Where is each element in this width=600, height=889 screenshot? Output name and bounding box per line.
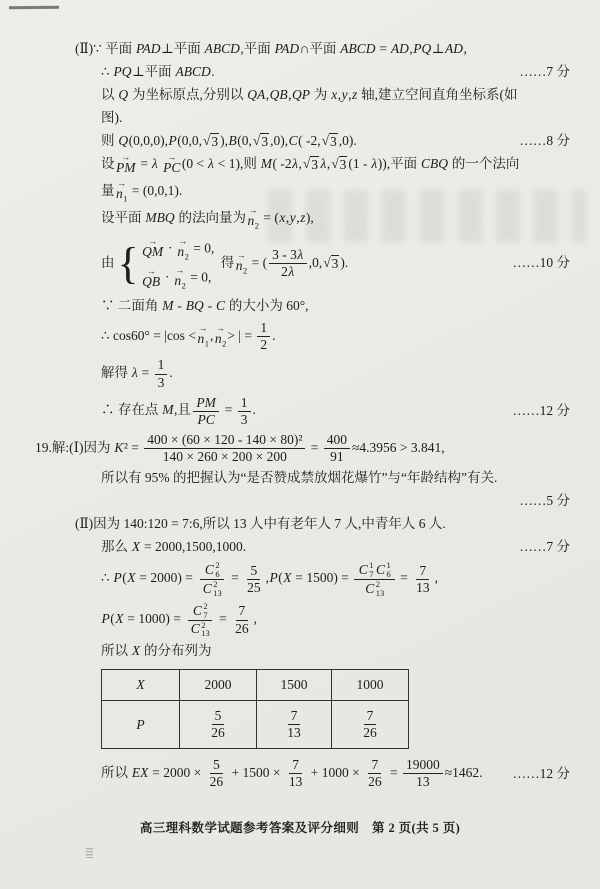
math-line: ∴ cos60° = |cos < → $n_1$ , → $n_2$ > | = $\frac{1}{2}$ . (101, 319, 276, 353)
table-cell: 1500 (257, 670, 332, 701)
score-mark: ……8 分 (519, 132, 570, 148)
math-line: 则 Q(0,0,0),P(0,0, √ 3 ),B(0, √ 3 ,0),C( -2, √ 3 ,0). ……8 分 (101, 132, 570, 149)
table-cell: X (102, 670, 180, 701)
math-line: 量 → $n_1$ = (0,0,1). (101, 178, 183, 204)
table-row (102, 670, 409, 701)
math-line (35, 492, 570, 511)
math-line: 由 { → QM · → $n_2$ = 0, → QB · → $n_2$ = 0, 得 → $n_2$ = ( $\frac{3 - 3\lambda}{2\lambda}$ ,0, √ 3 ). ……10 分 (101, 235, 570, 291)
math-line: 所以有 95% 的把握认为“是否赞成禁放烟花爆竹”与“年龄结构”有关. (101, 470, 498, 486)
table-cell: P (102, 701, 180, 749)
math-line: 解得 λ = $\frac{1}{3}$ . (101, 357, 173, 390)
math-line: ∴ P(X = 2000) = C 2 6 C 2 13 = $\frac{5}{25}$ ,P(X = 1500) = C 1 7 C 1 6 C 2 13 = $\frac{7}{13}$ , (101, 560, 438, 598)
table-cell: 1000 (332, 670, 409, 701)
math-line: 所以 EX = 2000 × $\frac{5}{26}$ + 1500 × $\frac{7}{13}$ + 1000 × $\frac{7}{26}$ = $\frac{19000}{13}$ ≈1462. ……12 分 (101, 757, 570, 790)
math-line: 设 → PM = λ → PC (0 < λ < 1),则 M( -2λ, √ 3 λ, √ 3 (1 - λ)),平面 CBQ 的一个法向 (101, 152, 520, 176)
table-cell: $\frac{7}{26}$ (332, 701, 409, 749)
math-line: (Ⅱ)∵ 平面 PAD⊥平面 ABCD,平面 PAD∩平面 ABCD = AD,PQ⊥AD, (75, 41, 467, 56)
math-line: (Ⅱ)因为 140:120 = 7:6,所以 13 人中有老年人 7 人,中青年人 6 人. (75, 516, 446, 532)
math-line: P(X = 1000) = C 2 7 C 2 13 = $\frac{7}{26}$ , (101, 600, 257, 639)
math-line: 19.解:(Ⅰ)因为 K² = $\frac{\text{400 × (60 × 120 - 140 × 80)²}}{140 \times 260 \times 200 \times 200}$ = $\frac{400}{91}$ ≈4.3956 > 3.841, (35, 432, 445, 465)
score-mark: ……7 分 (519, 63, 570, 79)
table-cell: 2000 (180, 670, 257, 701)
math-line: 图). (101, 109, 123, 125)
math-line: ∴ 存在点 M,且 $\frac{PM}{PC}$ = $\frac{1}{3}$ . ……12 分 (101, 394, 570, 427)
math-line: ∴ PQ⊥平面 ABCD. ……7 分 (35, 63, 570, 82)
score-mark: ……12 分 (512, 765, 570, 781)
score-mark: ……12 分 (512, 402, 570, 418)
distribution-table (101, 669, 409, 749)
scan-artifact-line (9, 6, 59, 9)
page-footer: 高三理科数学试题参考答案及评分细则 第 2 页(共 5 页) (139, 821, 461, 835)
score-mark: ……10 分 (512, 255, 570, 271)
score-mark: ……5 分 (519, 493, 570, 509)
solution-text-block (35, 36, 570, 795)
scan-artifact-smudge (86, 848, 93, 858)
math-line: 那么 X = 2000,1500,1000. ……7 分 (35, 538, 570, 557)
table-row (102, 701, 409, 749)
table-cell: $\frac{5}{26}$ (180, 701, 257, 749)
score-mark: ……7 分 (519, 539, 570, 555)
math-line: 所以 X 的分布列为 (101, 643, 212, 659)
table-cell: $\frac{7}{13}$ (257, 701, 332, 749)
math-line: 设平面 MBQ 的法向量为 → $n_2$ = (x,y,z), (101, 205, 314, 232)
math-line: 以 Q 为坐标原点,分别以 QA,QB,QP 为 x,y,z 轴,建立空间直角坐标系(如 (101, 86, 518, 102)
math-line: ∵ 二面角 M - BQ - C 的大小为 60°, (101, 298, 309, 314)
